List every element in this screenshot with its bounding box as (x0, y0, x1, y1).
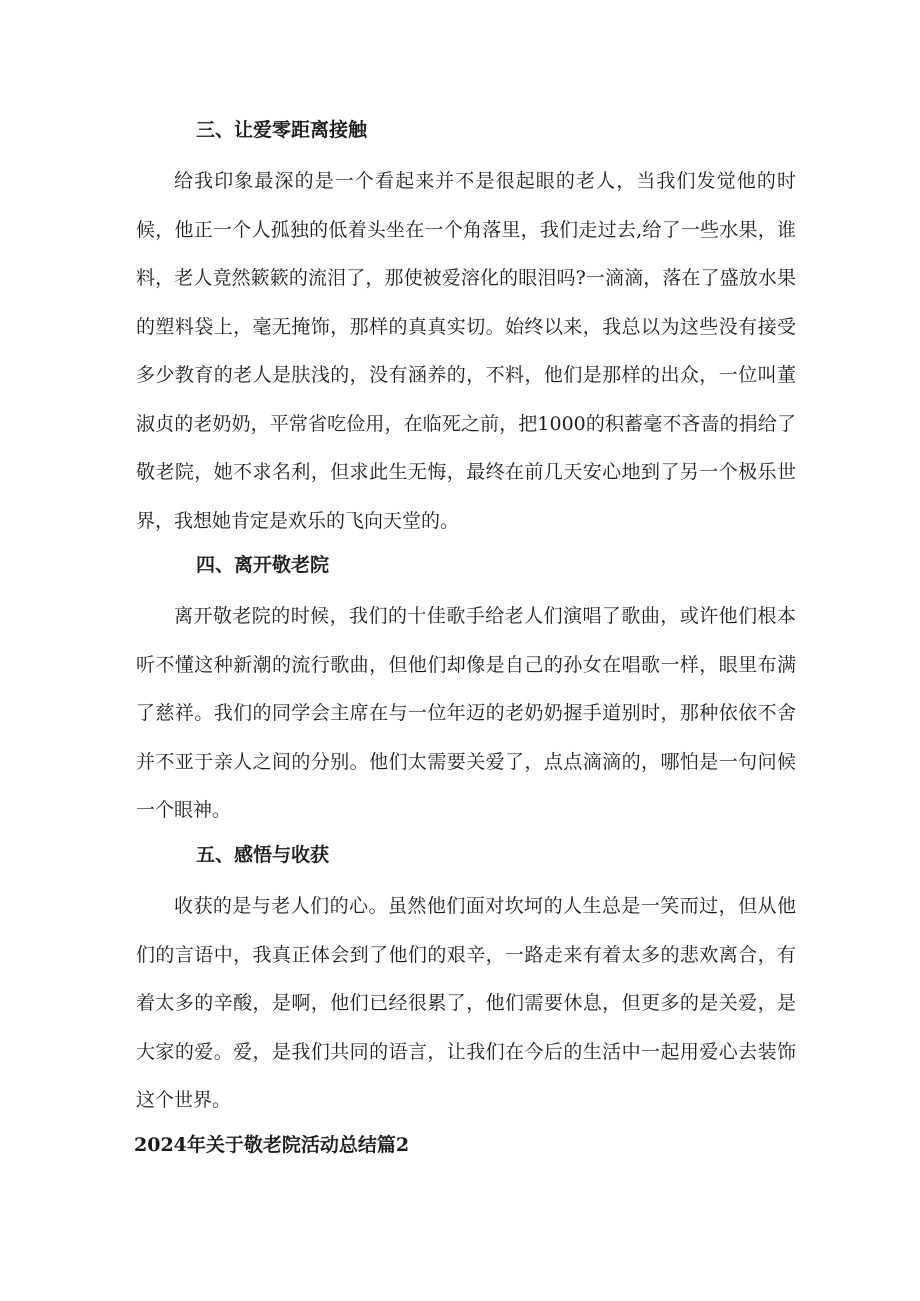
section-paragraph-4: 离开敬老院的时候，我们的十佳歌手给老人们演唱了歌曲，或许他们根本听不懂这种新潮的流行歌曲，但他们却像是自己的孙女在唱歌一样，眼里布满了慈祥。我们的同学会主席在与一位年迈的老奶奶握手道别时，那种依依不舍并不亚于亲人之间的分别。他们太需要关爱了，点点滴滴的，哪怕是一句问候一个眼神。 (136, 605, 796, 821)
section-paragraph-3: 给我印象最深的是一个看起来并不是很起眼的老人，当我们发觉他的时候，他正一个人孤独的低着头坐在一个角落里，我们走过去,给了一些水果，谁料，老人竟然簌簌的流泪了，那使被爱溶化的眼泪吗?一滴滴，落在了盛放水果的塑料袋上，毫无掩饰，那样的真真实切。始终以来，我总以为这些没有接受多少教育的老人是肤浅的，没有涵养的，不料，他们是那样的出众，一位叫董淑贞的老奶奶，平常省吃俭用，在临死之前，把1000的积蓄毫不吝啬的捐给了敬老院，她不求名利，但求此生无悔，最终在前几天安心地到了另一个极乐世界，我想她肯定是欢乐的飞向天堂的。 (136, 170, 796, 532)
section-heading-3: 三、让爱零距离接触 (196, 119, 368, 141)
next-article-title: 2024年关于敬老院活动总结篇2 (134, 1134, 410, 1156)
section-heading-4: 四、离开敬老院 (196, 554, 330, 576)
section-paragraph-5: 收获的是与老人们的心。虽然他们面对坎坷的人生总是一笑而过，但从他们的言语中，我真正体会到了他们的艰辛，一路走来有着太多的悲欢离合，有着太多的辛酸，是啊，他们已经很累了，他们需要休息，但更多的是关爱，是大家的爱。爱，是我们共同的语言，让我们在今后的生活中一起用爱心去装饰这个世界。 (136, 895, 796, 1111)
section-heading-5: 五、感悟与收获 (196, 844, 330, 866)
